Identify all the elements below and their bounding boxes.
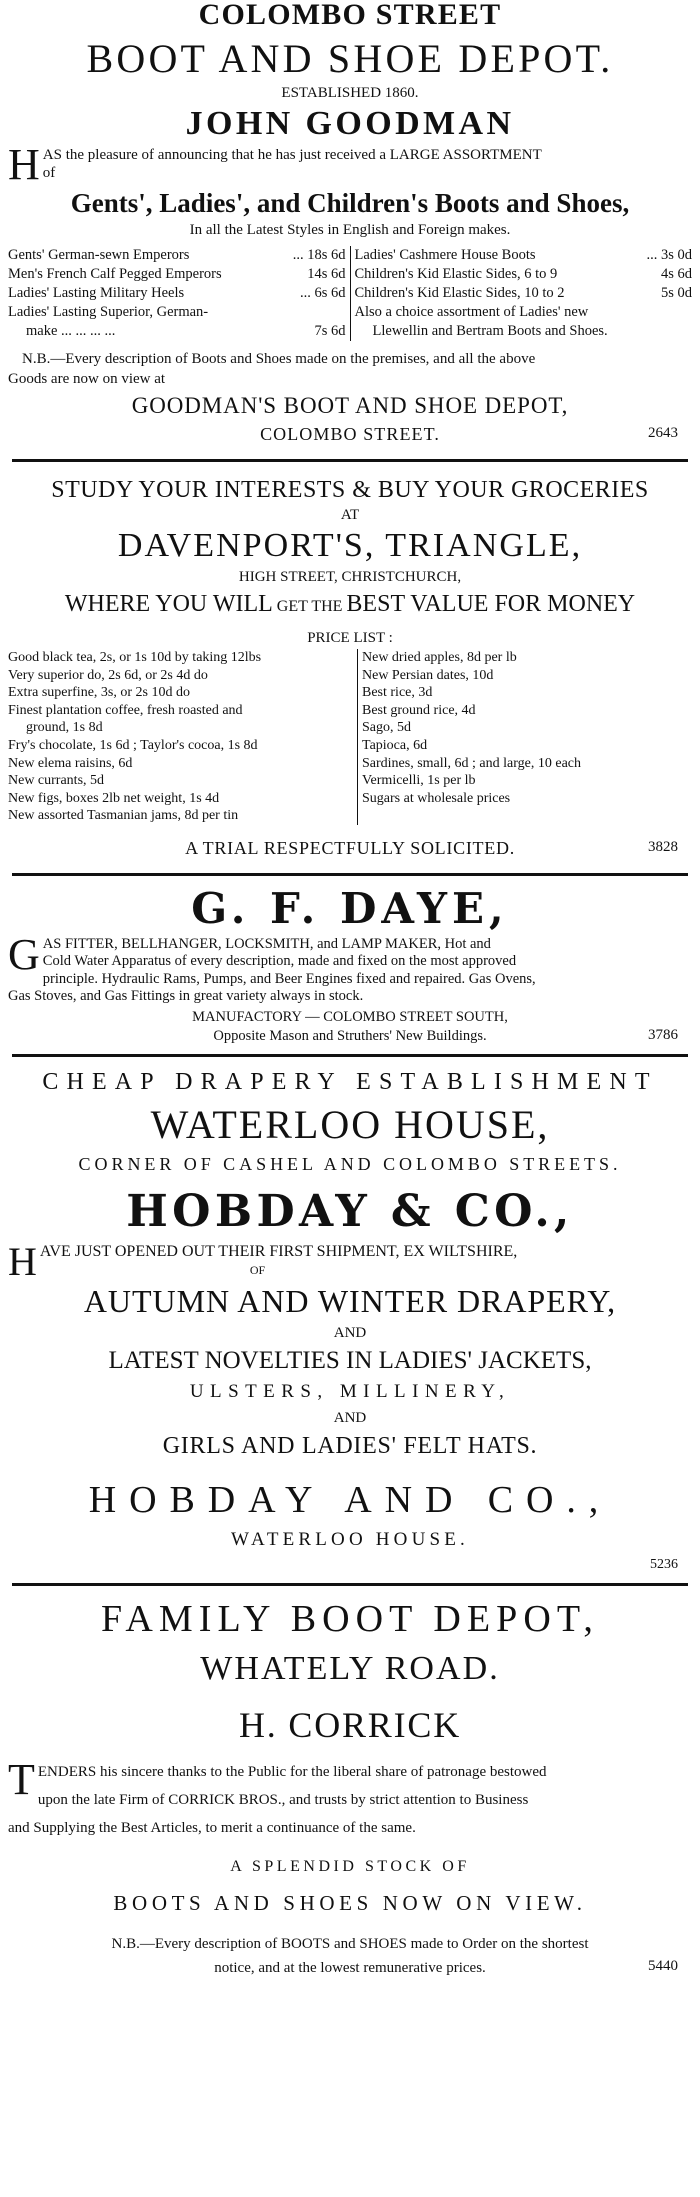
- ad1-depot-street: COLOMBO STREET.: [260, 424, 440, 444]
- ad4-firm2: HOBDAY AND CO.,: [88, 1478, 612, 1521]
- ad4-hats: GIRLS AND LADIES' FELT HATS.: [162, 1432, 538, 1459]
- ad2-price-list: PRICE LIST :: [307, 630, 393, 646]
- ad2-name: DAVENPORT'S, TRIANGLE,: [117, 527, 583, 564]
- ad4-and1: AND: [333, 1324, 367, 1341]
- ad2-item: Tapioca, 6d: [362, 737, 428, 753]
- ad2-heading: STUDY YOUR INTERESTS & BUY YOUR GROCERIES: [51, 477, 649, 503]
- ad2-item: Extra superfine, 3s, or 2s 10d do: [8, 685, 190, 701]
- ad2-item: New Persian dates, 10d: [362, 667, 494, 683]
- ad1-left-column: [8, 246, 351, 341]
- ad4-and2: AND: [333, 1409, 367, 1426]
- ad5-boots: BOOTS AND SHOES NOW ON VIEW.: [113, 1890, 587, 1915]
- ad1-proprietor: JOHN GOODMAN: [185, 105, 515, 142]
- ad1-intro-line2: of: [42, 165, 56, 181]
- ad3-opposite: Opposite Mason and Struthers' New Buildings.: [213, 1027, 487, 1044]
- ad2-item: Very superior do, 2s 6d, or 2s 4d do: [8, 667, 208, 683]
- ad2-item: New currants, 5d: [8, 773, 105, 789]
- ad4-cheap: CHEAP DRAPERY ESTABLISHMENT: [42, 1068, 658, 1095]
- ad2-item: Sardines, small, 6d ; and large, 10 each: [362, 755, 582, 771]
- ad1-price-columns: [8, 246, 692, 341]
- ad1-right-column: [351, 246, 693, 341]
- ad1-headline: Gents', Ladies', and Children's Boots and Shoes,: [70, 188, 630, 218]
- ad4-number: 5236: [650, 1556, 678, 1572]
- ad5-body: T ENDERS his sincere thanks to the Public for the liberal share of patronage bestowed upon the late Firm of CORRICK BROS., and trusts by strict attention to Business and Supplying the Best Articles, to merit a continuance of the same.: [8, 1754, 547, 1836]
- goodman-advertisement: [0, 0, 700, 447]
- ad2-item: New dried apples, 8d per lb: [362, 650, 517, 665]
- ad1-depot: GOODMAN'S BOOT AND SHOE DEPOT,: [131, 393, 569, 418]
- ad4-opened-block: [8, 1238, 692, 1284]
- ad4-ulsters: ULSTERS, MILLINERY,: [189, 1380, 511, 1402]
- ad2-left-column: [8, 649, 358, 825]
- ad3-number: 3786: [648, 1026, 678, 1043]
- ad2-at: AT: [340, 507, 360, 523]
- ad1-item: Gents' German-sewn Emperors ... 18s 6d: [8, 247, 346, 263]
- ad5-splendid: A SPLENDID STOCK OF: [230, 1857, 470, 1875]
- ad2-item: Sago, 5d: [362, 720, 411, 736]
- ad1-established: ESTABLISHED 1860.: [281, 85, 419, 101]
- ad4-novelties: LATEST NOVELTIES IN LADIES' JACKETS,: [108, 1346, 592, 1374]
- ad2-trial: A TRIAL RESPECTFULLY SOLICITED.: [185, 837, 515, 858]
- ad1-nb: N.B.—Every description of Boots and Shoes made on the premises, and all the above Goods are now on view at: [8, 351, 536, 387]
- ad1-title: BOOT AND SHOE DEPOT.: [86, 36, 614, 81]
- ad1-item: Ladies' Lasting Superior, German-: [8, 304, 209, 320]
- ad4-house2: WATERLOO HOUSE.: [231, 1528, 469, 1550]
- ad5-number: 5440: [648, 1957, 678, 1974]
- ad1-intro-line1: AS the pleasure of announcing that he has just received a LARGE ASSORTMENT: [42, 147, 542, 163]
- ad1-item: Men's French Calf Pegged Emperors 14s 6d: [8, 266, 346, 282]
- ad3-dropcap: G: [8, 929, 40, 979]
- ad2-item: Sugars at wholesale prices: [362, 790, 511, 806]
- ad1-item: Children's Kid Elastic Sides, 6 to 9 4s 6d: [354, 266, 692, 282]
- ad2-item: Best ground rice, 4d: [362, 702, 476, 718]
- ad2-item: Vermicelli, 1s per lb: [362, 773, 476, 789]
- ad4-autumn: AUTUMN AND WINTER DRAPERY,: [83, 1282, 617, 1319]
- daye-advertisement: [0, 876, 700, 1046]
- ad3-manufactory: MANUFACTORY — COLOMBO STREET SOUTH,: [192, 1008, 508, 1025]
- ad5-title: FAMILY BOOT DEPOT,: [101, 1597, 599, 1640]
- ad2-number: 3828: [648, 838, 678, 855]
- ad2-slogan: WHERE YOU WILL GET THE BEST VALUE FOR MONEY: [64, 591, 636, 617]
- davenport-advertisement: [0, 462, 700, 863]
- ad4-opened: AVE JUST OPENED OUT THEIR FIRST SHIPMENT, EX WILTSHIRE,: [39, 1242, 518, 1260]
- ad1-item: Children's Kid Elastic Sides, 10 to 2 5s 0d: [354, 285, 692, 301]
- ad5-dropcap: T: [8, 1754, 35, 1804]
- ad5-nb-line1: N.B.—Every description of BOOTS and SHOES made to Order on the shortest: [111, 1935, 589, 1952]
- ad2-item: ground, 1s 8d: [26, 720, 103, 736]
- corrick-advertisement: [0, 1586, 700, 1980]
- ad1-item: Ladies' Lasting Military Heels ... 6s 6d: [8, 285, 346, 301]
- ad2-price-columns: [8, 649, 692, 825]
- ad3-name: G. F. DAYE,: [191, 883, 509, 933]
- ad4-of: OF: [249, 1262, 266, 1277]
- ad2-item: New elema raisins, 6d: [8, 755, 133, 771]
- ad1-dropcap: H: [8, 140, 40, 189]
- ad5-nb-line2: notice, and at the lowest remunerative prices.: [214, 1959, 486, 1976]
- hobday-advertisement: [0, 1057, 700, 1575]
- ad2-address: HIGH STREET, CHRISTCHURCH,: [238, 569, 462, 585]
- ad1-item: Ladies' Cashmere House Boots ... 3s 0d: [354, 247, 692, 263]
- ad1-item: Also a choice assortment of Ladies' new: [354, 304, 589, 320]
- ad1-street: COLOMBO STREET: [198, 0, 502, 31]
- ad1-number: 2643: [648, 425, 678, 441]
- ad2-item: Fry's chocolate, 1s 6d ; Taylor's cocoa, 1s 8d: [8, 737, 258, 753]
- ad2-item: Finest plantation coffee, fresh roasted and: [8, 702, 243, 718]
- ad5-name: H. CORRICK: [238, 1704, 462, 1745]
- ad2-item: Good black tea, 2s, or 1s 10d by taking 12lbs: [8, 650, 262, 665]
- ad4-firm: HOBDAY & CO.,: [126, 1185, 574, 1237]
- ad4-corner: CORNER OF CASHEL AND COLOMBO STREETS.: [78, 1153, 622, 1174]
- ad2-right-column: [358, 649, 692, 825]
- ad2-item: New figs, boxes 2lb net weight, 1s 4d: [8, 790, 220, 806]
- ad2-item: Best rice, 3d: [362, 685, 433, 701]
- ad4-house: WATERLOO HOUSE,: [150, 1101, 550, 1147]
- ad1-styles: In all the Latest Styles in English and Foreign makes.: [189, 222, 511, 238]
- ad2-item: New assorted Tasmanian jams, 8d per tin: [8, 808, 239, 824]
- ad4-dropcap: H: [8, 1238, 37, 1284]
- ad3-body: G AS FITTER, BELLHANGER, LOCKSMITH, and LAMP MAKER, Hot and Cold Water Apparatus of every description, made and fixed on the most approved principle. Hydraulic Rams, Pumps, and Beer Engines fixed and repaired. Gas Ovens, Gas Stoves, and Gas Fittings in great variety always in stock.: [8, 929, 536, 1005]
- ad1-item: make ... ... ... ... 7s 6d: [26, 323, 346, 339]
- ad5-road: WHATELY ROAD.: [200, 1649, 500, 1687]
- ad1-item: Llewellin and Bertram Boots and Shoes.: [372, 323, 608, 339]
- ad1-intro: [8, 140, 692, 189]
